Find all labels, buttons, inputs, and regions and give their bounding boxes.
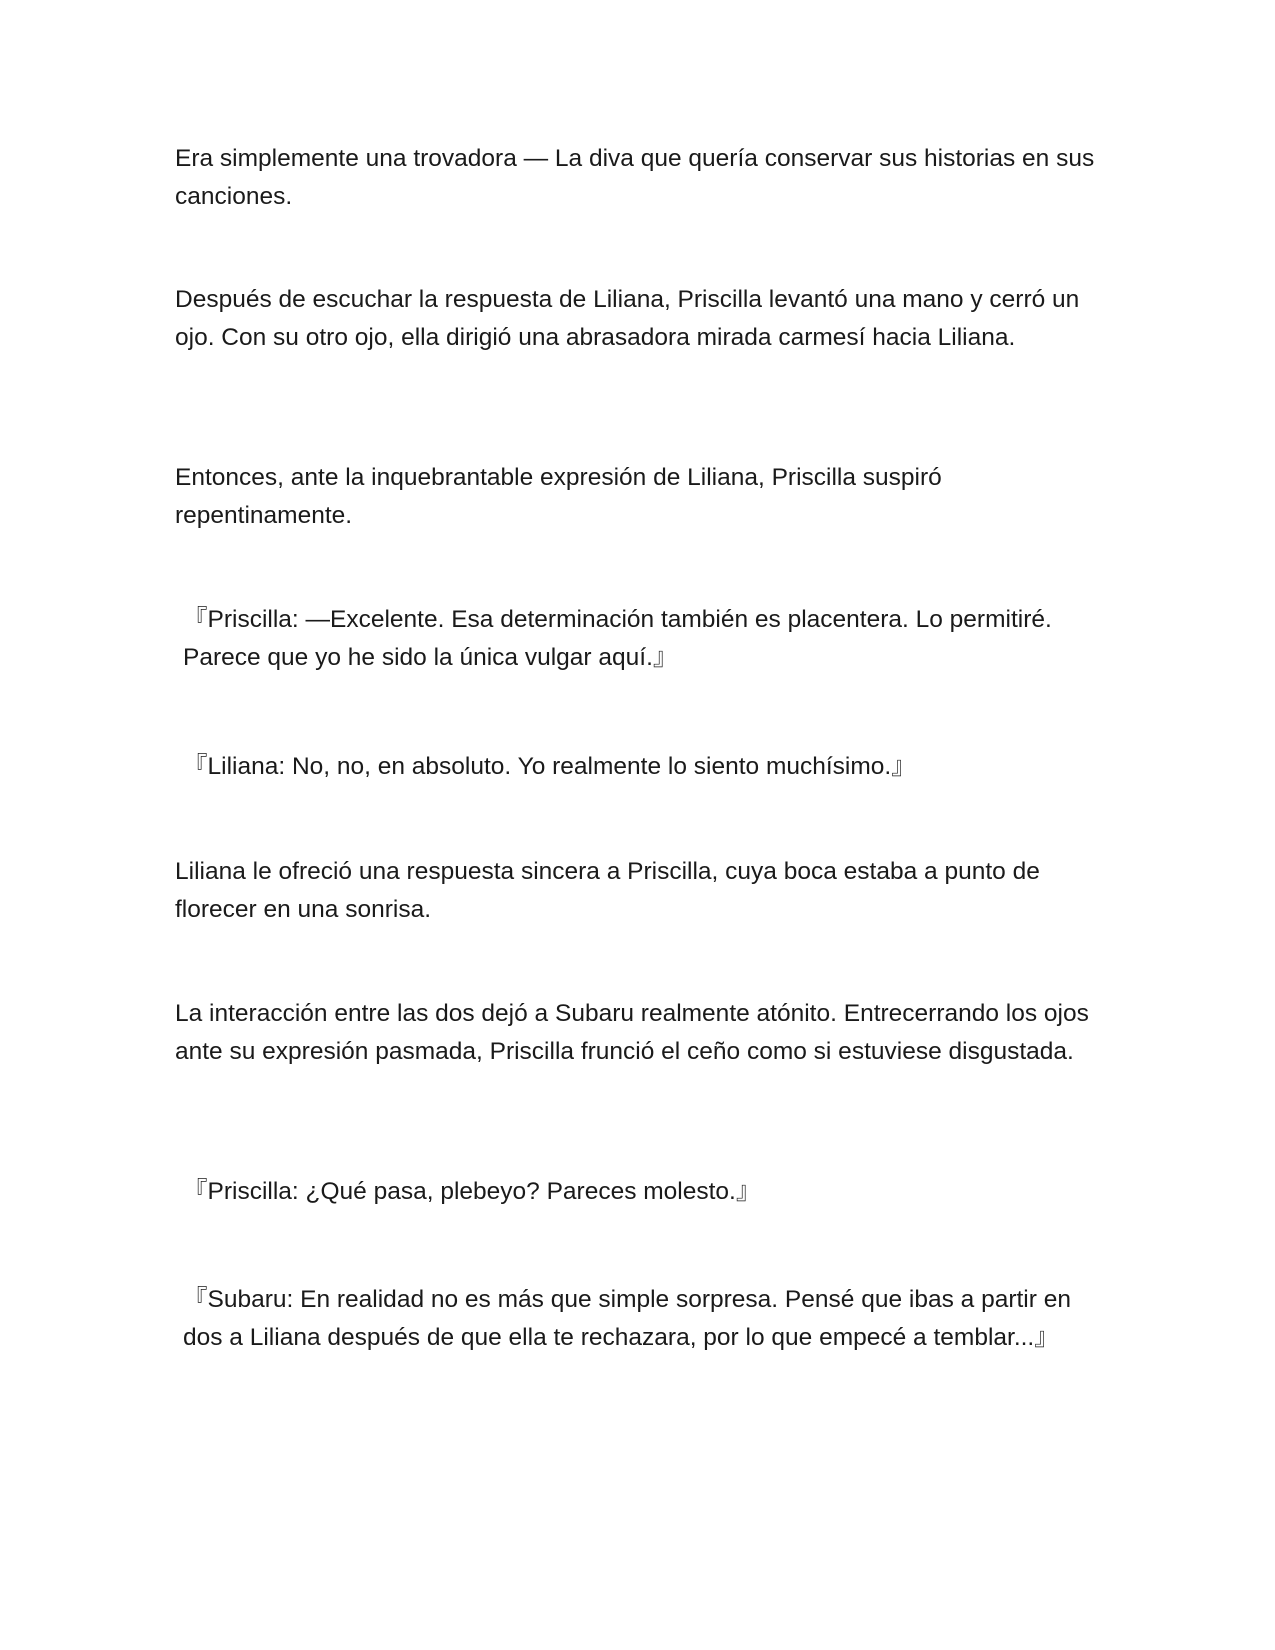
dialogue-liliana-1: 『Liliana: No, no, en absoluto. Yo realmente lo siento muchísimo.』: [183, 753, 916, 780]
dialogue-subaru-1: 『Subaru: En realidad no es más que simple sorpresa. Pensé que ibas a partir en dos a Liliana después de que ella te rechazara, por lo que empecé a temblar...』: [183, 1286, 1071, 1351]
paragraph-2: Después de escuchar la respuesta de Liliana, Priscilla levantó una mano y cerró un ojo. Con su otro ojo, ella dirigió una abrasadora mirada carmesí hacia Liliana.: [175, 286, 1080, 351]
dialogue-priscilla-1: 『Priscilla: —Excelente. Esa determinación también es placentera. Lo permitiré. Parece que yo he sido la única vulgar aquí.』: [183, 606, 1052, 671]
paragraph-1: Era simplemente una trovadora — La diva que quería conservar sus historias en sus canciones.: [175, 145, 1095, 210]
paragraph-5: La interacción entre las dos dejó a Subaru realmente atónito. Entrecerrando los ojos ante su expresión pasmada, Priscilla frunció el ceño como si estuviese disgustada.: [175, 1000, 1089, 1065]
dialogue-priscilla-2: 『Priscilla: ¿Qué pasa, plebeyo? Pareces molesto.』: [183, 1178, 761, 1205]
paragraph-4: Liliana le ofreció una respuesta sincera a Priscilla, cuya boca estaba a punto de florecer en una sonrisa.: [175, 858, 1040, 923]
paragraph-3: Entonces, ante la inquebrantable expresión de Liliana, Priscilla suspiró repentinamente.: [175, 464, 942, 529]
